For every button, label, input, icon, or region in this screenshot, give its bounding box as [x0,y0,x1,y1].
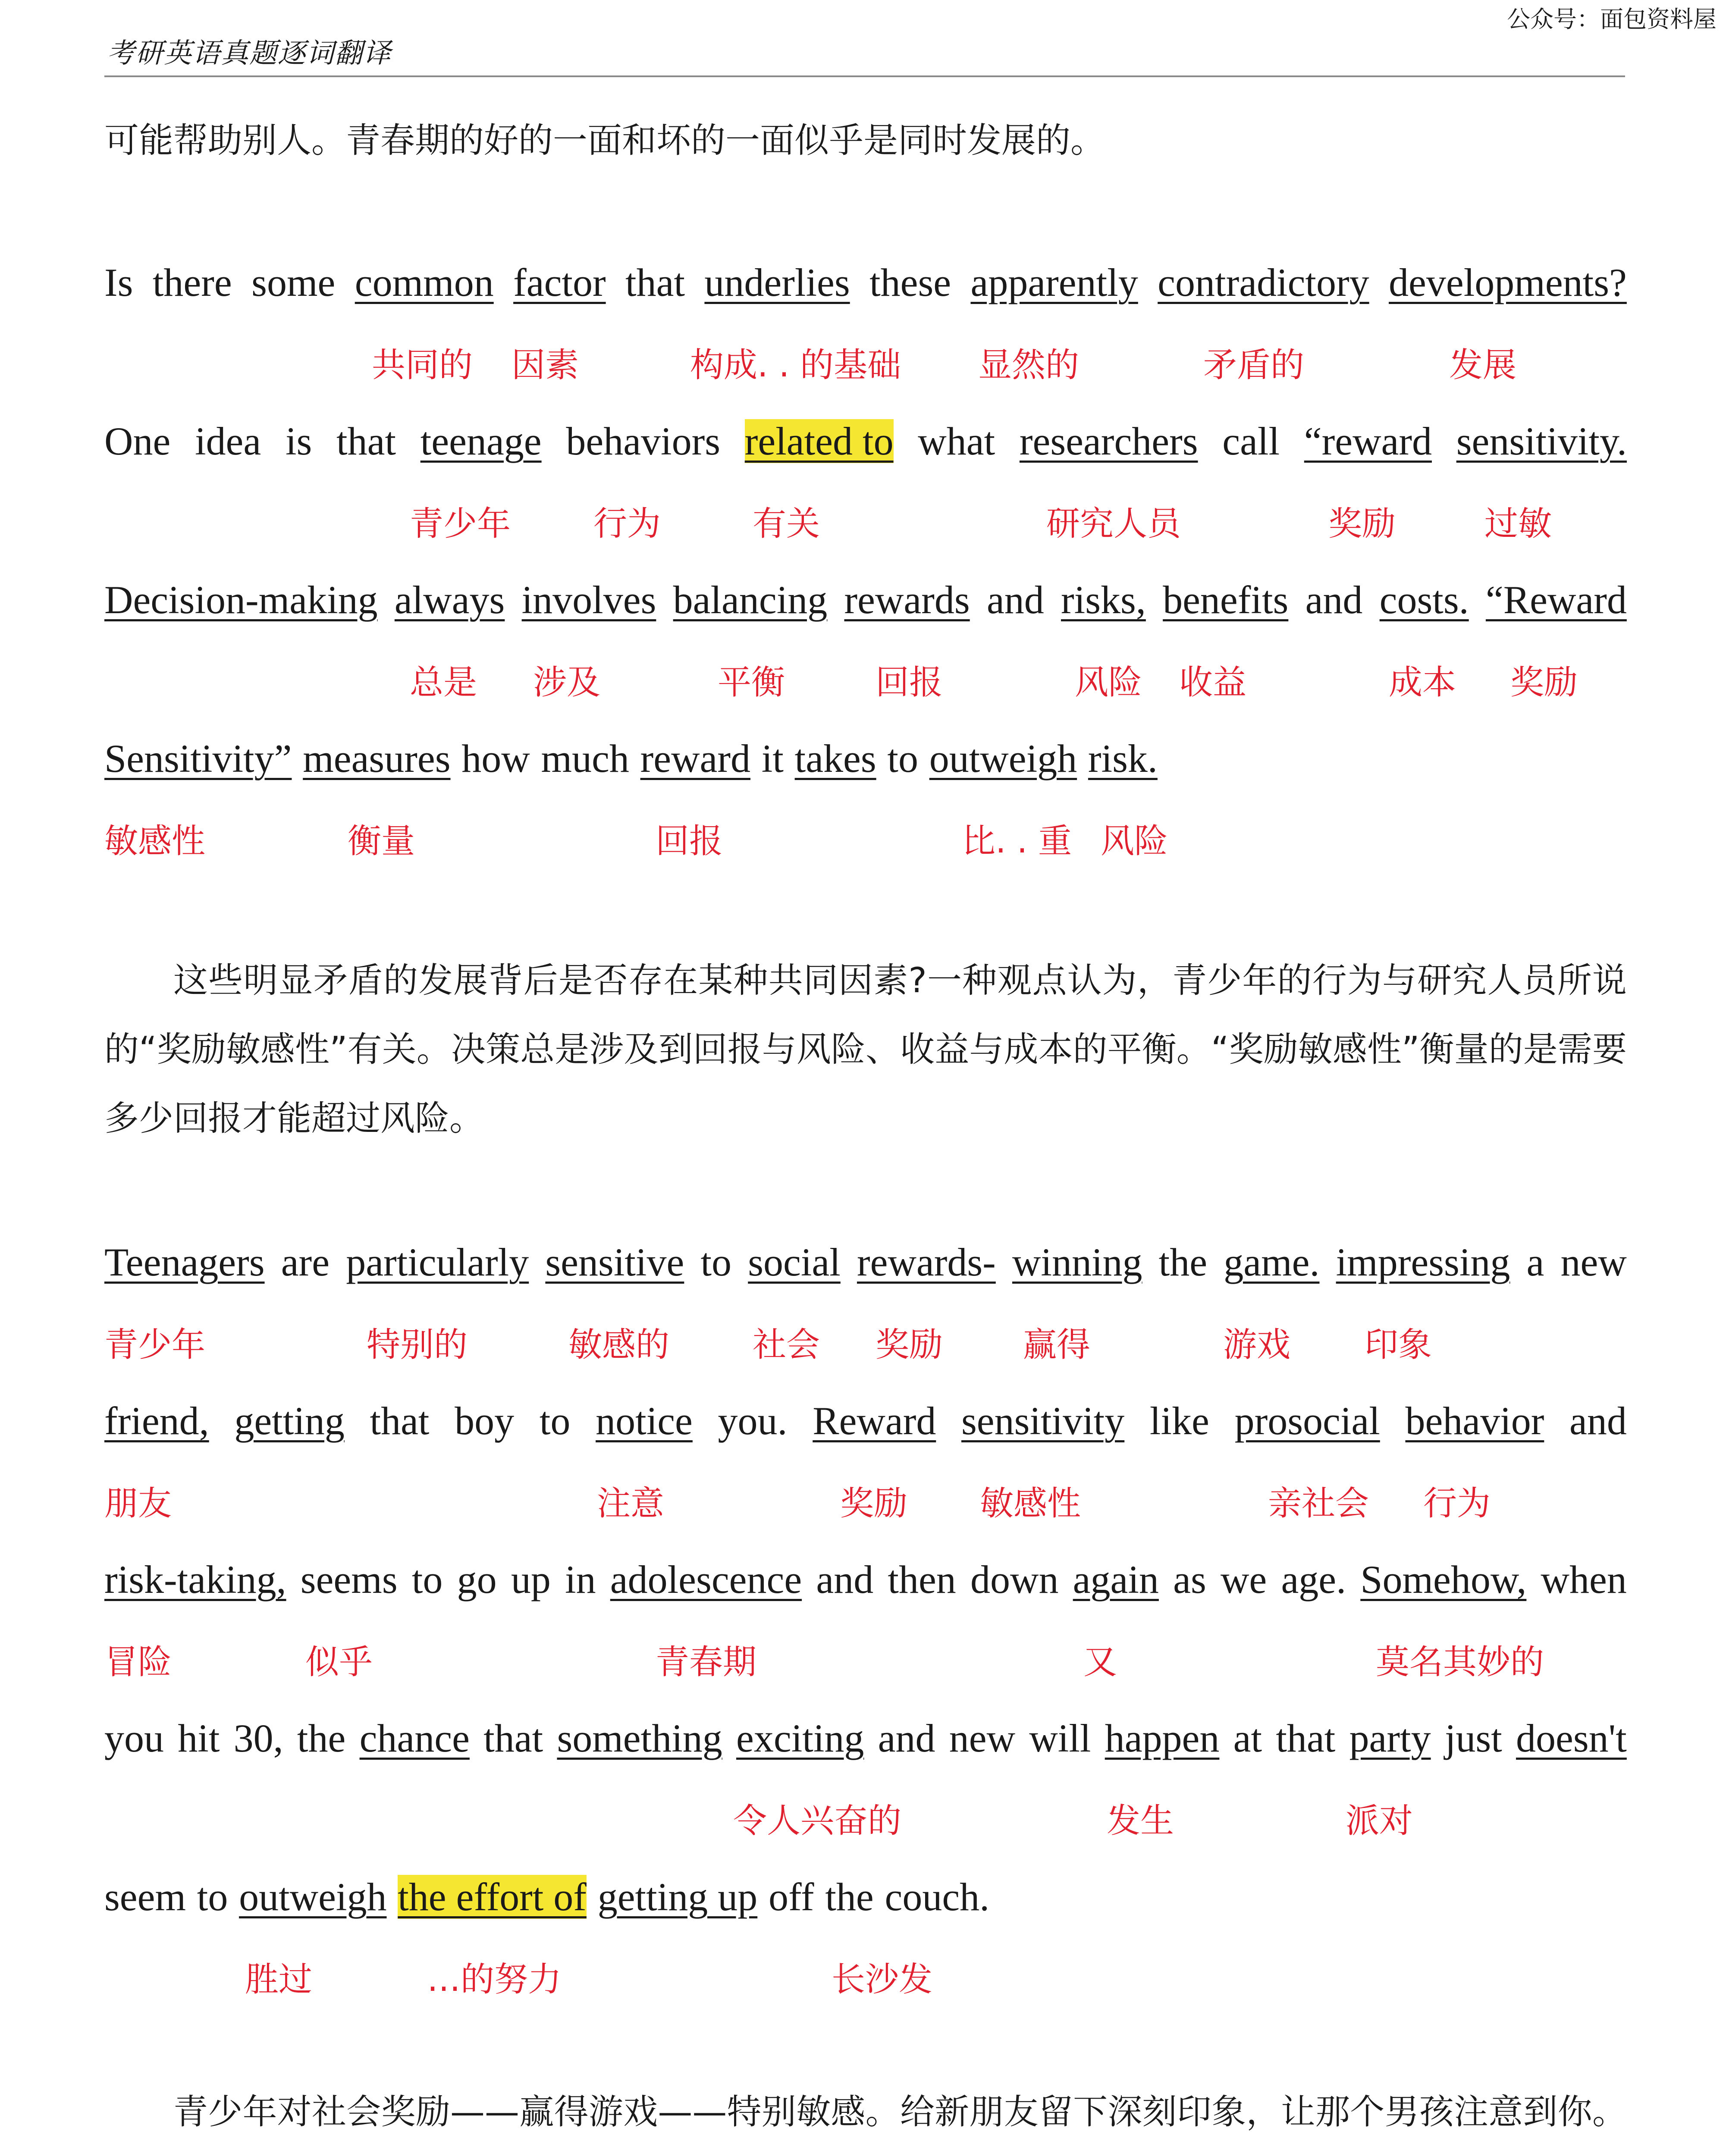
gloss: 成本 [1389,663,1456,702]
word: these [869,260,951,304]
word: social [748,1240,841,1284]
gloss: 敏感性 [104,822,206,861]
gloss: 令人兴奋的 [733,1802,902,1840]
word: prosocial [1234,1399,1380,1443]
gloss: 涉及 [533,663,601,702]
passage2-line4 [104,1714,1627,1762]
word: age. [1281,1557,1346,1601]
gloss: 赢得 [1023,1326,1091,1364]
word: that [483,1716,543,1760]
word: like [1149,1399,1209,1443]
gloss: 印象 [1365,1326,1432,1364]
gloss: 研究人员 [1046,505,1181,543]
passage1-line4 [104,735,1627,782]
gloss: 青春期 [656,1643,757,1682]
word: that [336,419,396,463]
header-divider [104,75,1625,77]
word: costs. [1379,578,1469,622]
word: to [700,1240,732,1284]
word: always [394,578,505,622]
word: idea [195,419,261,463]
word: Reward [813,1399,936,1443]
word: risk. [1088,736,1158,780]
word: doesn't [1516,1716,1627,1760]
word: particularly [346,1240,529,1284]
word: friend, [104,1399,209,1443]
word: then [888,1557,956,1601]
word: behavior [1405,1399,1544,1443]
word: it [761,736,784,780]
gloss: 总是 [410,663,477,702]
word: how [461,736,530,780]
word: Decision-making [104,578,378,622]
word: that [370,1399,430,1443]
word: Somehow, [1360,1557,1527,1601]
word: getting up [597,1875,758,1919]
word: that [1276,1716,1336,1760]
gloss: 莫名其妙的 [1376,1643,1544,1682]
gloss: 发展 [1449,346,1517,385]
word: Teenagers [104,1240,265,1284]
gloss: 似乎 [305,1643,373,1682]
passage1-line2 [104,417,1627,465]
word: researchers [1019,419,1198,463]
word: new [949,1716,1016,1760]
passage2-line2 [104,1397,1627,1445]
gloss: 朋友 [104,1484,172,1523]
word: measures [303,736,451,780]
word: rewards- [857,1240,996,1284]
word: and [1569,1399,1627,1443]
word: and [816,1557,874,1601]
word: the [825,1875,874,1919]
word: factor [513,260,606,304]
gloss: 矛盾的 [1203,346,1305,385]
gloss: 风险 [1075,663,1142,702]
word: there [152,260,232,304]
word: apparently [970,260,1138,304]
word: that [625,260,685,304]
word: sensitivity [961,1399,1125,1443]
word: down [970,1557,1059,1601]
word: something [557,1716,722,1760]
word: seems [300,1557,398,1601]
word: we [1220,1557,1267,1601]
word: common [355,260,494,304]
word: to [197,1875,228,1919]
word: party [1349,1716,1431,1760]
word: and [986,578,1044,622]
gloss: 奖励 [876,1326,943,1364]
word: sensitive [545,1240,684,1284]
word: takes [794,736,876,780]
word: as [1173,1557,1206,1601]
gloss: 奖励 [1328,505,1396,543]
word: behaviors [566,419,721,463]
gloss: 注意 [597,1484,665,1523]
word: impressing [1336,1240,1510,1284]
translation-paragraph-2: 青少年对社会奖励——赢得游戏——特别敏感。给新朋友留下深刻印象，让那个男孩注意到你。 [173,2092,1627,2132]
gloss: 过敏 [1484,505,1552,543]
word: getting [234,1399,345,1443]
word: couch. [885,1875,990,1919]
word: Is [104,260,133,304]
word: benefits [1163,578,1289,622]
word: seem [104,1875,186,1919]
passage1-line3 [104,576,1627,624]
word: to [887,736,918,780]
gloss: …的努力 [427,1960,562,1999]
gloss: 回报 [656,822,723,861]
word: balancing [673,578,828,622]
word: is [285,419,312,463]
gloss: 青少年 [104,1326,206,1364]
word: winning [1012,1240,1142,1284]
passage2-line3 [104,1556,1627,1603]
gloss: 又 [1083,1643,1117,1682]
gloss: 衡量 [348,822,415,861]
word: “reward [1304,419,1432,463]
passage1-line1 [104,259,1627,306]
gloss: 风险 [1101,822,1168,861]
brand-watermark-top: 公众号：面包资料屋 [1507,6,1717,32]
word: to [539,1399,571,1443]
word: you. [718,1399,788,1443]
word: involves [521,578,656,622]
word: chance [359,1716,470,1760]
word: much [541,736,629,780]
word: risk-taking, [104,1557,286,1601]
word: new [1560,1240,1627,1284]
highlighted-phrase: the effort of [398,1875,587,1919]
word: at [1233,1716,1262,1760]
word: underlies [704,260,850,304]
gloss: 奖励 [1510,663,1578,702]
word: are [281,1240,330,1284]
gloss: 发生 [1107,1802,1174,1840]
word: game. [1224,1240,1320,1284]
word: in [565,1557,596,1601]
page-header-title: 考研英语真题逐词翻译 [107,38,392,69]
gloss: 因素 [512,346,579,385]
word: adolescence [610,1557,802,1601]
gloss: 行为 [1423,1484,1491,1523]
word: just [1444,1716,1502,1760]
translation-paragraph-1: 这些明显矛盾的发展背后是否存在某种共同因素?一种观点认为，青少年的行为与研究人员所说的“奖励敏感性”有关。决策总是涉及到回报与风险、收益与成本的平衡。“奖励敏感性”衡量的是需要多少回报才能超过风险。 [104,960,1627,1138]
word: when [1541,1557,1627,1601]
word: reward [640,736,751,780]
word: will [1029,1716,1091,1760]
word: up [511,1557,551,1601]
word: happen [1105,1716,1220,1760]
gloss: 回报 [876,663,943,702]
word: notice [596,1399,693,1443]
gloss: 平衡 [718,663,785,702]
gloss: 胜过 [245,1960,313,1999]
word: developments? [1389,260,1627,304]
gloss: 冒险 [104,1643,172,1682]
gloss: 敏感的 [568,1326,670,1364]
gloss: 青少年 [410,505,511,543]
gloss: 有关 [753,505,820,543]
gloss: 显然的 [978,346,1080,385]
word: again [1073,1557,1159,1601]
gloss: 共同的 [372,346,473,385]
word: you [104,1716,164,1760]
gloss: 派对 [1346,1802,1413,1840]
gloss: 特别的 [367,1326,468,1364]
word: contradictory [1158,260,1369,304]
word: off [768,1875,814,1919]
word: and [1305,578,1363,622]
word: what [918,419,995,463]
word: boy [455,1399,515,1443]
word: outweigh [929,736,1077,780]
gloss: 构成. . 的基础 [690,346,901,385]
word: risks, [1061,578,1146,622]
gloss: 游戏 [1223,1326,1291,1364]
word: rewards [844,578,970,622]
gloss: 行为 [593,505,661,543]
word: call [1222,419,1280,463]
word: some [251,260,336,304]
word: a [1526,1240,1544,1284]
word: the [297,1716,346,1760]
word: the [1158,1240,1208,1284]
highlighted-phrase: related to [744,419,894,463]
gloss: 敏感性 [980,1484,1081,1523]
word: One [104,419,171,463]
gloss: 奖励 [840,1484,908,1523]
word: teenage [420,419,542,463]
word: 30, [233,1716,283,1760]
word: to [411,1557,443,1601]
word: go [457,1557,497,1601]
word: outweigh [239,1875,387,1919]
word: sensitivity. [1456,419,1627,463]
passage2-line5 [104,1873,1627,1921]
word: Sensitivity” [104,736,292,780]
gloss: 亲社会 [1268,1484,1369,1523]
word: exciting [736,1716,864,1760]
intro-translation: 可能帮助别人。青春期的好的一面和坏的一面似乎是同时发展的。 [104,120,1105,160]
gloss: 社会 [753,1326,820,1364]
word: and [878,1716,935,1760]
passage2-line1 [104,1238,1627,1286]
word: “Reward [1485,578,1627,622]
word: hit [178,1716,220,1760]
gloss: 收益 [1179,663,1247,702]
gloss: 比. . 重 [962,822,1072,861]
gloss: 长沙发 [832,1960,933,1999]
